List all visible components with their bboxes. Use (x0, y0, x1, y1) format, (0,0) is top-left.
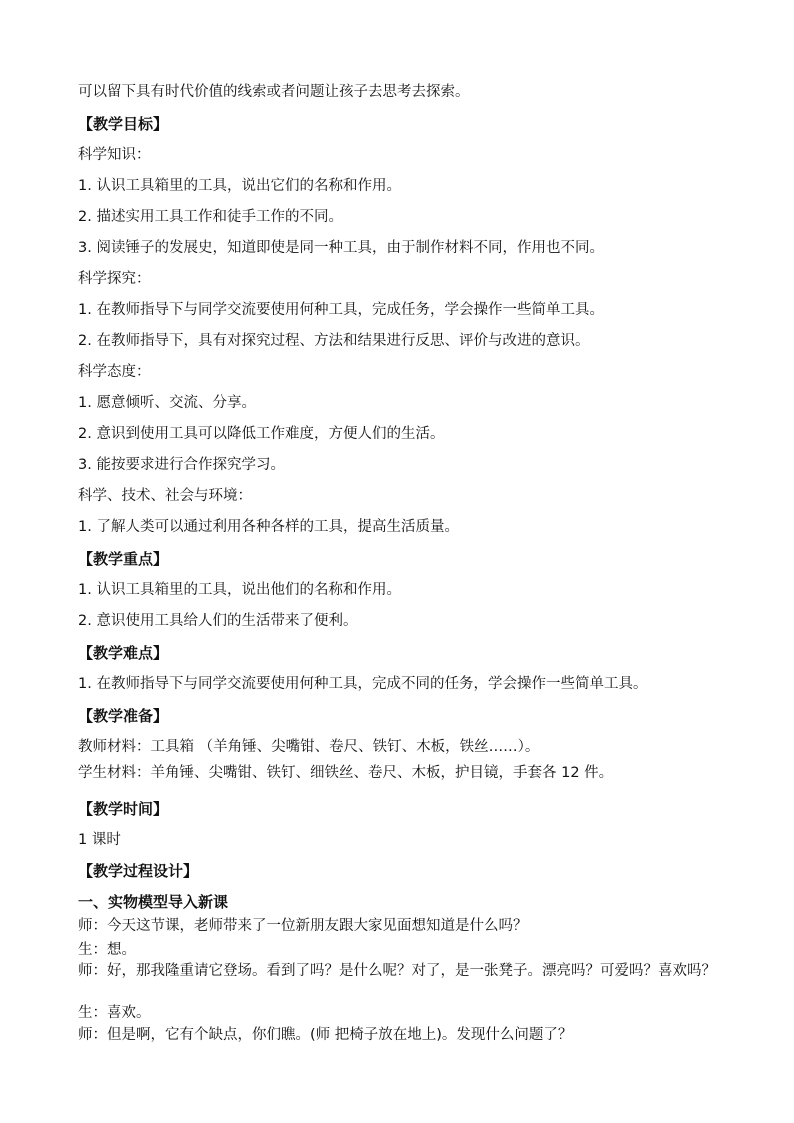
attitude-label: 科学态度： (78, 364, 151, 380)
process-heading: 【教学过程设计】 (78, 862, 199, 880)
dialog-line-2: 生：想。 (78, 942, 136, 958)
knowledge-item-3: 3. 阅读锤子的发展史，知道即使是同一种工具，由于制作材料不同，作用也不同。 (78, 240, 604, 256)
section-title: 一、实物模型导入新课 (78, 893, 229, 911)
dialog-line-1: 师：今天这节课，老师带来了一位新朋友跟大家见面想知道是什么吗？ (78, 918, 528, 934)
teacher-materials: 教师材料：工具箱 （羊角锤、尖嘴钳、卷尺、铁钉、木板，铁丝……）。 (78, 739, 540, 755)
time-value: 1 课时 (78, 832, 121, 848)
time-heading: 【教学时间】 (78, 800, 169, 818)
attitude-item-3: 3. 能按要求进行合作探究学习。 (78, 457, 285, 473)
stse-item-1: 1. 了解人类可以通过利用各种各样的工具，提高生活质量。 (78, 519, 459, 535)
objectives-heading: 【教学目标】 (78, 115, 169, 133)
dialog-line-3: 师：好，那我隆重请它登场。看到了吗？是什么呢？对了，是一张凳子。漂亮吗？可爱吗？喜欢吗？ (78, 963, 716, 979)
dialog-line-4: 生：喜欢。 (78, 1005, 151, 1021)
difficulty-item-1: 1. 在教师指导下与同学交流要使用何种工具，完成不同的任务，学会操作一些简单工具。 (78, 676, 648, 692)
knowledge-item-2: 2. 描述实用工具工作和徒手工作的不同。 (78, 209, 343, 225)
attitude-item-1: 1. 愿意倾听、交流、分享。 (78, 395, 256, 411)
knowledge-label: 科学知识： (78, 147, 151, 163)
inquiry-item-1: 1. 在教师指导下与同学交流要使用何种工具，完成任务，学会操作一些简单工具。 (78, 302, 604, 318)
knowledge-item-1: 1. 认识工具箱里的工具，说出它们的名称和作用。 (78, 178, 401, 194)
stse-label: 科学、技术、社会与环境： (78, 488, 252, 504)
dialog-line-5: 师：但是啊，它有个缺点，你们瞧。(师 把椅子放在地上)。发现什么问题了？ (78, 1027, 573, 1043)
difficulties-heading: 【教学难点】 (78, 644, 169, 662)
intro-line: 可以留下具有时代价值的线索或者问题让孩子去思考去探索。 (78, 84, 470, 100)
inquiry-label: 科学探究： (78, 271, 151, 287)
key-point-item-1: 1. 认识工具箱里的工具，说出他们的名称和作用。 (78, 582, 401, 598)
inquiry-item-2: 2. 在教师指导下，具有对探究过程、方法和结果进行反思、评价与改进的意识。 (78, 333, 590, 349)
student-materials: 学生材料：羊角锤、尖嘴钳、铁钉、细铁丝、卷尺、木板，护目镜，手套各 12 件。 (78, 765, 614, 781)
key-points-heading: 【教学重点】 (78, 550, 169, 568)
preparation-heading: 【教学准备】 (78, 707, 169, 725)
attitude-item-2: 2. 意识到使用工具可以降低工作难度，方便人们的生活。 (78, 426, 445, 442)
key-point-item-2: 2. 意识使用工具给人们的生活带来了便利。 (78, 613, 358, 629)
